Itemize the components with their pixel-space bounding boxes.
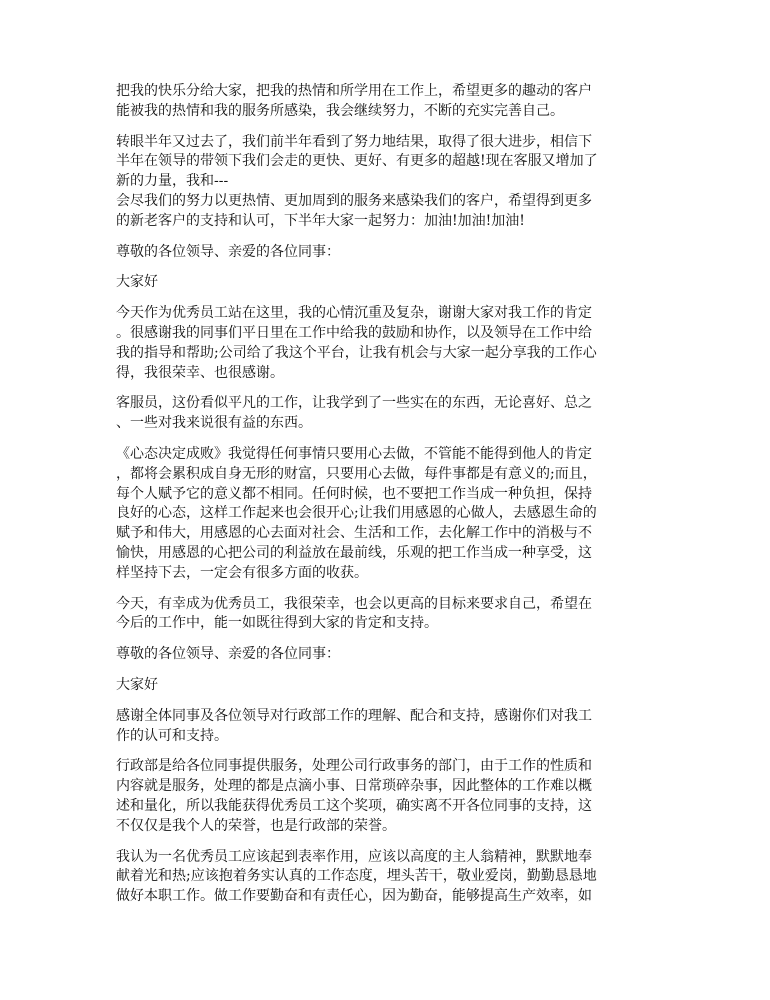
- document-body: [116, 82, 656, 918]
- paragraph-6: 《心态决定成败》我觉得任何事情只要用心去做，不管能不能得到他人的肯定 ，都将会累积成自身无形的财富，只要用心去做，每件事都是有意义的;而且， 每个人赋予它的意义都不相同。任何时候，也不要把工作当成一种负担，保持 良好的心态，这样工作起来也会很开心;让我们用感恩的心做人，去感恩生命的 赋予和伟大，用感恩的心去面对社会、生活和工作，去化解工作中的消极与不 愉快，用感恩的心把公司的利益放在最前线，乐观的把工作当成一种享受，这 样坚持下去，一定会有很多方面的收获。: [116, 445, 597, 581]
- salutation-2: 尊敬的各位领导、亲爱的各位同事：: [116, 646, 340, 663]
- paragraph-10: 我认为一名优秀员工应该起到表率作用，应该以高度的主人翁精神，默默地奉 献着光和热;应该抱着务实认真的工作态度，埋头苦干，敬业爱岗，勤勤恳恳地 做好本职工作。做工作要勤奋和有责任心，因为勤奋，能够提高生产效率，如: [116, 848, 597, 905]
- paragraph-7: 今天，有幸成为优秀员工，我很荣幸，也会以更高的目标来要求自己，希望在 今后的工作中，能一如既往得到大家的肯定和支持。: [116, 595, 592, 632]
- paragraph-9: 行政部是给各位同事提供服务，处理公司行政事务的部门，由于工作的性质和 内容就是服务，处理的都是点滴小事、日常琐碎杂事，因此整体的工作难以概 述和量化，所以我能获得优秀员工这个奖项，确实离不开各位同事的支持，这 不仅仅是我个人的荣誉，也是行政部的荣誉。: [116, 758, 592, 834]
- paragraph-3: 会尽我们的努力以更热情、更加周到的服务来感染我们的客户，希望得到更多 的新老客户的支持和认可，下半年大家一起努力：加油!加油!加油!: [116, 192, 592, 229]
- paragraph-8: 感谢全体同事及各位领导对行政部工作的理解、配合和支持，感谢你们对我工 作的认可和支持。: [116, 707, 592, 744]
- greeting-2: 大家好: [116, 676, 158, 693]
- paragraph-4: 今天作为优秀员工站在这里，我的心情沉重及复杂，谢谢大家对我工作的肯定 。很感谢我的同事们平日里在工作中给我的鼓励和协作，以及领导在工作中给 我的指导和帮助;公司给了我这个平台，让我有机会与大家一起分享我的工作心 得，我很荣幸、也很感谢。: [116, 305, 597, 381]
- paragraph-2: 转眼半年又过去了，我们前半年看到了努力地结果，取得了很大进步，相信下 半年在领导的带领下我们会走的更快、更好、有更多的超越!现在客服又增加了 新的力量，我和---: [116, 133, 598, 190]
- salutation-1: 尊敬的各位领导、亲爱的各位同事：: [116, 243, 340, 260]
- greeting-1: 大家好: [116, 274, 158, 291]
- paragraph-1: 把我的快乐分给大家，把我的热情和所学用在工作上，希望更多的趣动的客户 能被我的热情和我的服务所感染，我会继续努力，不断的充实完善自己。: [116, 83, 592, 119]
- paragraph-5: 客服员，这份看似平凡的工作，让我学到了一些实在的东西，无论喜好、总之 、一些对我来说很有益的东西。: [116, 395, 592, 432]
